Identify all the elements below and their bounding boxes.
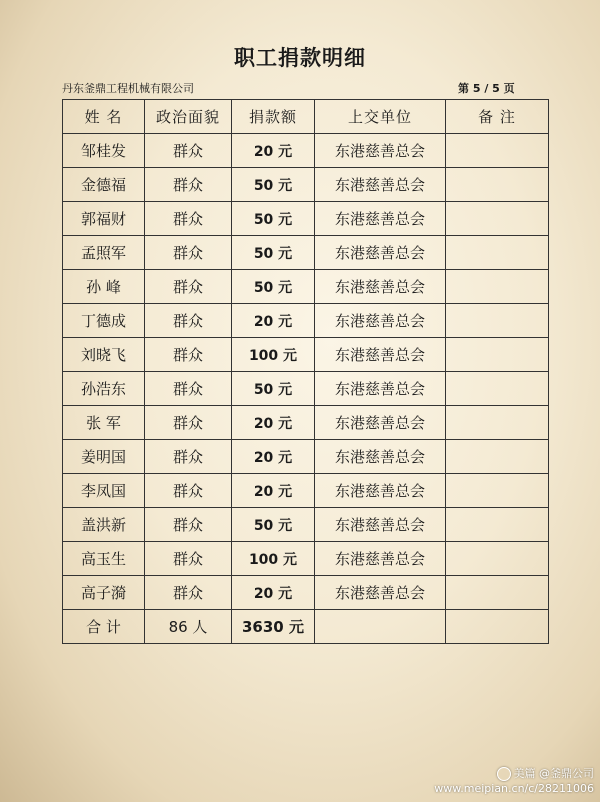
cell-note	[446, 542, 549, 576]
cell-name: 高子漪	[63, 576, 145, 610]
cell-note	[446, 508, 549, 542]
cell-unit: 东港慈善总会	[315, 168, 446, 202]
cell-political-status: 群众	[145, 440, 232, 474]
cell-amount: 20 元	[232, 406, 315, 440]
table-row	[63, 168, 549, 202]
cell-note	[446, 202, 549, 236]
table-row	[63, 134, 549, 168]
header-amount: 捐款额	[232, 100, 315, 134]
cell-name: 姜明国	[63, 440, 145, 474]
cell-amount: 100 元	[232, 542, 315, 576]
cell-name: 张 军	[63, 406, 145, 440]
cell-amount: 20 元	[232, 304, 315, 338]
table-row	[63, 576, 549, 610]
table-header-row	[63, 100, 549, 134]
cell-name: 孙浩东	[63, 372, 145, 406]
cell-unit: 东港慈善总会	[315, 372, 446, 406]
cell-amount: 50 元	[232, 236, 315, 270]
cell-amount: 50 元	[232, 202, 315, 236]
cell-amount: 20 元	[232, 134, 315, 168]
cell-political-status: 群众	[145, 576, 232, 610]
cell-name: 丁德成	[63, 304, 145, 338]
cell-political-status: 群众	[145, 508, 232, 542]
cell-unit: 东港慈善总会	[315, 134, 446, 168]
table-row	[63, 508, 549, 542]
cell-unit: 东港慈善总会	[315, 338, 446, 372]
cell-political-status: 群众	[145, 474, 232, 508]
document-title: 职工捐款明细	[234, 46, 366, 70]
header-note: 备 注	[446, 100, 549, 134]
table-row	[63, 236, 549, 270]
page-indicator: 第 5 / 5 页	[458, 82, 515, 95]
cell-name: 金德福	[63, 168, 145, 202]
watermark-url: www.meipian.cn/c/28211006	[434, 782, 594, 795]
cell-name: 邹桂发	[63, 134, 145, 168]
cell-note	[446, 168, 549, 202]
cell-name: 孟照军	[63, 236, 145, 270]
cell-note	[446, 372, 549, 406]
cell-amount: 20 元	[232, 576, 315, 610]
table-row	[63, 338, 549, 372]
meipian-logo-icon	[497, 767, 511, 781]
cell-unit: 东港慈善总会	[315, 406, 446, 440]
watermark-author: 美篇 @釜鼎公司	[513, 767, 594, 780]
cell-unit: 东港慈善总会	[315, 270, 446, 304]
cell-political-status: 群众	[145, 168, 232, 202]
total-unit	[315, 610, 446, 644]
donation-table	[62, 99, 549, 644]
cell-amount: 50 元	[232, 270, 315, 304]
cell-note	[446, 304, 549, 338]
total-label: 合 计	[63, 610, 145, 644]
table-row	[63, 474, 549, 508]
cell-political-status: 群众	[145, 270, 232, 304]
cell-note	[446, 576, 549, 610]
cell-note	[446, 406, 549, 440]
cell-unit: 东港慈善总会	[315, 304, 446, 338]
cell-amount: 50 元	[232, 168, 315, 202]
cell-note	[446, 270, 549, 304]
cell-amount: 20 元	[232, 474, 315, 508]
cell-unit: 东港慈善总会	[315, 508, 446, 542]
total-amount: 3630 元	[232, 610, 315, 644]
cell-amount: 50 元	[232, 372, 315, 406]
table-row	[63, 202, 549, 236]
table-row	[63, 440, 549, 474]
cell-unit: 东港慈善总会	[315, 474, 446, 508]
total-row	[63, 610, 549, 644]
cell-political-status: 群众	[145, 202, 232, 236]
cell-note	[446, 474, 549, 508]
cell-note	[446, 236, 549, 270]
watermark	[434, 766, 594, 796]
cell-name: 高玉生	[63, 542, 145, 576]
cell-amount: 20 元	[232, 440, 315, 474]
total-note	[446, 610, 549, 644]
table-row	[63, 304, 549, 338]
header-political-status: 政治面貌	[145, 100, 232, 134]
cell-name: 郭福财	[63, 202, 145, 236]
cell-name: 李凤国	[63, 474, 145, 508]
cell-amount: 50 元	[232, 508, 315, 542]
cell-name: 盖洪新	[63, 508, 145, 542]
cell-name: 刘晓飞	[63, 338, 145, 372]
cell-political-status: 群众	[145, 338, 232, 372]
cell-unit: 东港慈善总会	[315, 576, 446, 610]
cell-political-status: 群众	[145, 542, 232, 576]
company-name: 丹东釜鼎工程机械有限公司	[62, 82, 194, 95]
cell-unit: 东港慈善总会	[315, 542, 446, 576]
table-row	[63, 270, 549, 304]
cell-note	[446, 134, 549, 168]
cell-name: 孙 峰	[63, 270, 145, 304]
cell-unit: 东港慈善总会	[315, 202, 446, 236]
total-people: 86 人	[145, 610, 232, 644]
table-row	[63, 406, 549, 440]
table-row	[63, 372, 549, 406]
cell-unit: 东港慈善总会	[315, 440, 446, 474]
cell-unit: 东港慈善总会	[315, 236, 446, 270]
cell-political-status: 群众	[145, 304, 232, 338]
cell-note	[446, 338, 549, 372]
cell-note	[446, 440, 549, 474]
cell-amount: 100 元	[232, 338, 315, 372]
cell-political-status: 群众	[145, 134, 232, 168]
cell-political-status: 群众	[145, 236, 232, 270]
table-row	[63, 542, 549, 576]
header-unit: 上交单位	[315, 100, 446, 134]
cell-political-status: 群众	[145, 406, 232, 440]
header-name: 姓 名	[63, 100, 145, 134]
cell-political-status: 群众	[145, 372, 232, 406]
